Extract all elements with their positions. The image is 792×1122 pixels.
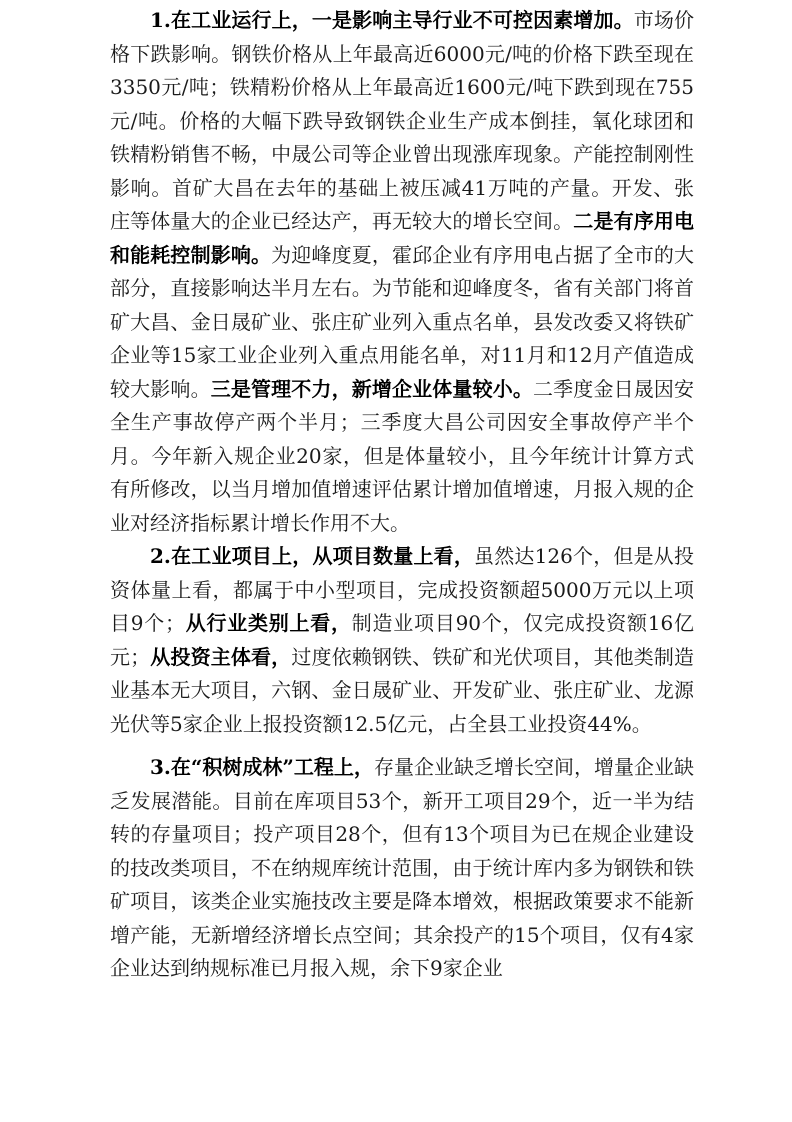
heading-forest-project: 3.在“积树成林”工程上， [150,755,374,779]
paragraph-industrial-operation [110,0,694,540]
heading-management-weak: 三是管理不力，新增企业体量较小。 [210,376,534,401]
text-market-price-impact: 市场价格下跌影响。钢铁价格从上年最高近6000元/吨的价格下跌至现在3350元/吨；铁精粉价格从上年最高近1600元/吨下跌到现在755元/吨。价格的大幅下跌导致钢铁企业生产成本倒挂，氧化球团和铁精粉销售不畅，中晟公司等企业曾出现涨库现象。产能控制刚性影响。首矿大昌在去年的基础上被压减41万吨的产量。开发、张庄等体量大的企业已经达产，再无较大的增长空间。 [110,8,694,233]
paragraph-industrial-projects [110,540,694,741]
heading-project-count: 2.在工业项目上，从项目数量上看， [150,544,475,568]
text-management-weak: 二季度金日晟因安全生产事故停产两个半月；三季度大昌公司因安全事故停产半个月。今年新入规企业20家，但是体量较小，且今年统计计算方式有所修改，以当月增加值增速评估累计增加值增速，月报入规的企业对经济指标累计增长作用不大。 [110,376,695,535]
text-power-energy-control: 为迎峰度夏，霍邱企业有序用电占据了全市的大部分，直接影响达半月左右。为节能和迎峰度冬，省有关部门将首矿大昌、金日晟矿业、张庄矿业列入重点名单，县发改委又将铁矿企业等15家工业企业列入重点用能名单，对11月和12月产值造成较大影响。 [110,242,695,401]
heading-investment-entity: 从投资主体看， [150,644,292,669]
heading-power-energy-control: 二是有序用电和能耗控制影响。 [110,209,695,267]
paragraph-forest-project [110,751,694,986]
text-investment-entity: 过度依赖钢铁、铁矿和光伏项目，其他类制造业基本无大项目，六钢、金日晟矿业、开发矿业、张庄矿业、龙源光伏等5家企业上报投资额12.5亿元，占全县工业投资44%。 [110,644,695,736]
heading-industry-category: 从行业类别上看， [185,611,352,635]
document-page [110,0,694,986]
text-industry-category: 制造业项目90个，仅完成投资额16亿元； [110,611,695,669]
text-project-count: 虽然达126个，但是从投资体量上看，都属于中小型项目，完成投资额超5000万元以上项目9个； [110,544,694,635]
heading-industrial-operation: 1.在工业运行上，一是影响主导行业不可控因素增加。 [150,8,634,32]
text-forest-project: 存量企业缺乏增长空间，增量企业缺乏发展潜能。目前在库项目53个，新开工项目29个，近一半为结转的存量项目；投产项目28个，但有13个项目为已在规企业建设的技改类项目，不在纳规库统计范围，由于统计库内多为钢铁和铁矿项目，该类企业实施技改主要是降本增效，根据政策要求不能新增产能，无新增经济增长点空间；其余投产的15个项目，仅有4家企业达到纳规标准已月报入规，余下9家企业 [110,755,694,980]
